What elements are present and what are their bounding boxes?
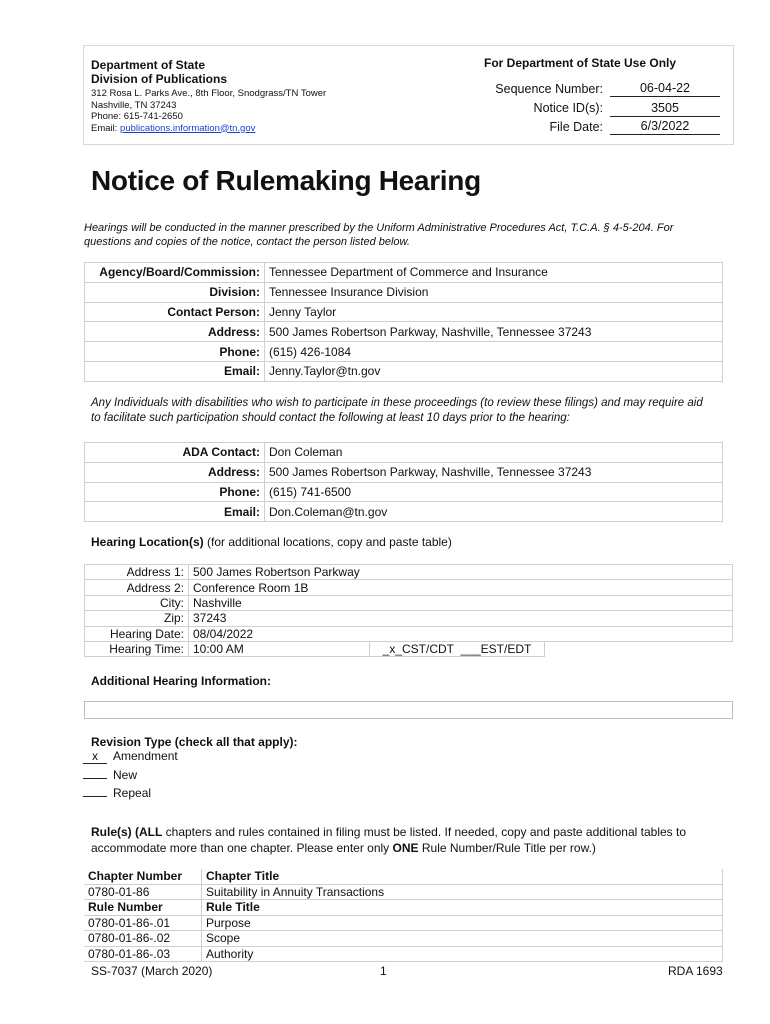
email-label: Email:	[85, 361, 265, 381]
rules-table	[84, 869, 723, 962]
sequence-label: Sequence Number:	[495, 82, 603, 96]
ada-email-value: Don.Coleman@tn.gov	[265, 502, 723, 522]
footer-page-number: 1	[380, 964, 387, 978]
revision-options	[83, 749, 178, 802]
address-label: Address:	[85, 322, 265, 342]
loc-label: City:	[85, 595, 189, 610]
hearing-time-value: 10:00 AM	[189, 641, 370, 656]
loc-value: 37243	[189, 611, 733, 626]
ada-table	[84, 442, 723, 522]
ada-contact-value: Don Coleman	[265, 443, 723, 463]
loc-value: 500 James Robertson Parkway	[189, 565, 733, 580]
hearing-location-heading-rest: (for additional locations, copy and paste table)	[203, 535, 452, 549]
phone-row	[85, 342, 723, 362]
address-row	[85, 322, 723, 342]
agency-table	[84, 262, 723, 382]
division-name: Division of Publications	[91, 72, 228, 86]
loc-row	[85, 626, 733, 641]
rule-title: Purpose	[202, 915, 723, 931]
sequence-value: 06-04-22	[610, 81, 720, 97]
chapter-number: 0780-01-86	[84, 884, 202, 900]
division-value: Tennessee Insurance Division	[265, 282, 723, 302]
chapter-title-header: Chapter Title	[202, 869, 723, 884]
rules-intro-p2: chapters and rules contained in filing must be listed. If needed, copy and paste additional tables to accommodate more than one chapter. Please enter only	[91, 825, 686, 855]
rule-row	[84, 915, 723, 931]
ada-contact-label: ADA Contact:	[85, 443, 265, 463]
chapter-title: Suitability in Annuity Transactions	[202, 884, 723, 900]
file-date-value: 6/3/2022	[610, 119, 720, 135]
revision-new[interactable]	[83, 765, 178, 784]
dept-block	[91, 58, 326, 134]
rule-row	[84, 946, 723, 962]
rule-title: Authority	[202, 946, 723, 962]
ada-note: Any Individuals with disabilities who wish to participate in these proceedings (to review these filings) and may require aid to facilitate such participation should contact the following at least 10 days prior to the hearing:	[91, 397, 703, 424]
notice-id-value: 3505	[610, 101, 720, 117]
footer-form-id: SS-7037 (March 2020)	[91, 964, 213, 978]
phone-value: (615) 426-1084	[265, 342, 723, 362]
rules-intro	[91, 825, 731, 856]
rule-title: Scope	[202, 931, 723, 947]
email-row	[85, 361, 723, 381]
address-value: 500 James Robertson Parkway, Nashville, Tennessee 37243	[265, 322, 723, 342]
rules-intro-p3: Rule Number/Rule Title per row.)	[418, 840, 596, 855]
contact-value: Jenny Taylor	[265, 302, 723, 322]
file-date-label: File Date:	[549, 120, 603, 134]
loc-label: Zip:	[85, 611, 189, 626]
chapter-number-header: Chapter Number	[84, 869, 202, 884]
contact-row	[85, 302, 723, 322]
tz-est: ___EST/EDT	[460, 642, 532, 657]
hearing-time-label: Hearing Time:	[85, 641, 189, 656]
rule-number-header: Rule Number	[84, 900, 202, 916]
loc-label: Hearing Date:	[85, 626, 189, 641]
loc-value: Nashville	[189, 595, 733, 610]
ada-email-row	[85, 502, 723, 522]
loc-row	[85, 580, 733, 595]
revision-amendment[interactable]	[83, 749, 178, 765]
rule-number: 0780-01-86-.03	[84, 946, 202, 962]
chapter-row	[84, 884, 723, 900]
additional-info-box	[84, 701, 733, 719]
hearing-location-table	[84, 564, 733, 657]
agency-row	[85, 263, 723, 283]
phone-label: Phone:	[85, 342, 265, 362]
revision-label: New	[113, 767, 138, 782]
loc-label: Address 2:	[85, 580, 189, 595]
ada-phone-row	[85, 482, 723, 502]
footer-rda: RDA 1693	[668, 964, 723, 978]
dept-email-line	[91, 123, 326, 135]
intro-text: Hearings will be conducted in the manner prescribed by the Uniform Administrative Procedures Act, T.C.A. § 4-5-204. For questions and copies of the notice, contact the person listed below.	[84, 222, 674, 248]
hearing-location-heading	[91, 535, 452, 549]
hearing-location-heading-bold: Hearing Location(s)	[91, 535, 204, 549]
chapter-header-row	[84, 869, 723, 884]
rules-intro-all: ALL	[139, 825, 163, 839]
rule-number: 0780-01-86-.01	[84, 915, 202, 931]
tz-cst: _x_CST/CDT	[382, 642, 454, 657]
ada-address-value: 500 James Robertson Parkway, Nashville, Tennessee 37243	[265, 462, 723, 482]
additional-info-label: Additional Hearing Information:	[91, 674, 271, 688]
loc-value: Conference Room 1B	[189, 580, 733, 595]
loc-row	[85, 611, 733, 626]
revision-mark	[83, 765, 107, 779]
ada-email-label: Email:	[85, 502, 265, 522]
ada-address-row	[85, 462, 723, 482]
rule-number: 0780-01-86-.02	[84, 931, 202, 947]
division-row	[85, 282, 723, 302]
rule-row	[84, 931, 723, 947]
loc-empty-cell	[545, 641, 733, 656]
loc-label: Address 1:	[85, 565, 189, 580]
rules-intro-p1: Rule(s) (	[91, 825, 139, 839]
revision-label: Amendment	[113, 749, 178, 763]
agency-value: Tennessee Department of Commerce and Insurance	[265, 263, 723, 283]
rule-title-header: Rule Title	[202, 900, 723, 916]
loc-row	[85, 595, 733, 610]
revision-label: Repeal	[113, 786, 152, 800]
revision-heading: Revision Type (check all that apply):	[91, 735, 298, 749]
dept-email-prefix: Email:	[91, 122, 121, 134]
dept-email-link[interactable]: publications.information@tn.gov	[120, 122, 256, 134]
page-title: Notice of Rulemaking Hearing	[91, 165, 481, 196]
division-label: Division:	[85, 282, 265, 302]
ada-phone-label: Phone:	[85, 482, 265, 502]
revision-mark	[83, 783, 107, 797]
loc-row	[85, 565, 733, 580]
rules-intro-one: ONE	[392, 840, 419, 855]
ada-phone-value: (615) 741-6500	[265, 482, 723, 502]
agency-label: Agency/Board/Commission:	[85, 263, 265, 283]
loc-value: 08/04/2022	[189, 626, 733, 641]
use-only-heading: For Department of State Use Only	[484, 56, 677, 70]
contact-label: Contact Person:	[85, 302, 265, 322]
ada-address-label: Address:	[85, 462, 265, 482]
hearing-time-row	[85, 641, 733, 656]
email-value: Jenny.Taylor@tn.gov	[265, 361, 723, 381]
notice-id-label: Notice ID(s):	[533, 101, 603, 115]
rule-header-row	[84, 900, 723, 916]
revision-mark: x	[83, 750, 107, 764]
dept-phone: Phone: 615-741-2650	[91, 111, 183, 122]
ada-contact-row	[85, 443, 723, 463]
dept-city: Nashville, TN 37243	[91, 99, 177, 111]
dept-name: Department of State	[91, 58, 206, 72]
dept-address: 312 Rosa L. Parks Ave., 8th Floor, Snodgrass/TN Tower	[91, 88, 327, 99]
timezone-options	[370, 641, 545, 656]
revision-repeal[interactable]	[83, 783, 178, 802]
